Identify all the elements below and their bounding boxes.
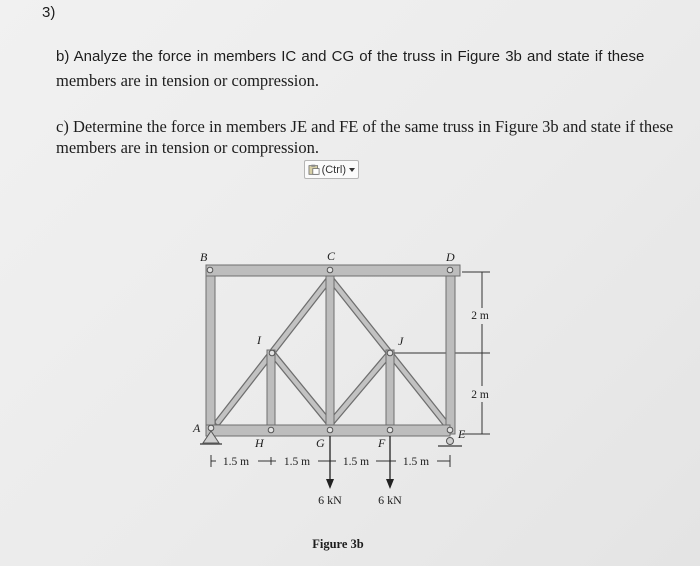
node-label-I: I: [257, 333, 261, 347]
height-label-lower: 2 m: [471, 389, 489, 401]
figure-caption: Figure 3b: [312, 537, 364, 551]
node-label-E: E: [458, 427, 466, 441]
part-c-question-line-1: c) Determine the force in members JE and FE of the same truss in Figure 3b and state if these: [56, 117, 674, 136]
paste-options-label: (Ctrl): [321, 163, 346, 176]
load-arrow-F: [386, 436, 394, 489]
span-label-3: 1.5 m: [342, 456, 370, 468]
load-label-F: 6 kN: [378, 493, 402, 507]
span-label-2: 1.5 m: [283, 456, 311, 468]
node-label-F: F: [378, 436, 386, 450]
node-label-C: C: [327, 249, 336, 263]
question-number: 3): [42, 4, 56, 21]
part-b-question-line-2: members are in tension or compression.: [56, 71, 320, 90]
part-c-question-line-2: members are in tension or compression.: [56, 138, 320, 157]
span-label-4: 1.5 m: [402, 456, 430, 468]
truss-vertical-members: [206, 268, 455, 434]
node-label-G: G: [316, 436, 325, 450]
height-label-upper: 2 m: [471, 310, 489, 322]
node-label-B: B: [200, 250, 208, 264]
load-arrow-G: [326, 436, 334, 489]
load-label-G: 6 kN: [318, 493, 342, 507]
node-label-D: D: [446, 250, 455, 264]
node-label-A: A: [193, 421, 201, 435]
node-label-J: J: [398, 334, 404, 348]
node-label-H: H: [255, 436, 264, 450]
part-b-question-line-1: b) Analyze the force in members IC and CG of the truss in Figure 3b and state if these: [56, 48, 645, 65]
span-label-1: 1.5 m: [222, 456, 250, 468]
